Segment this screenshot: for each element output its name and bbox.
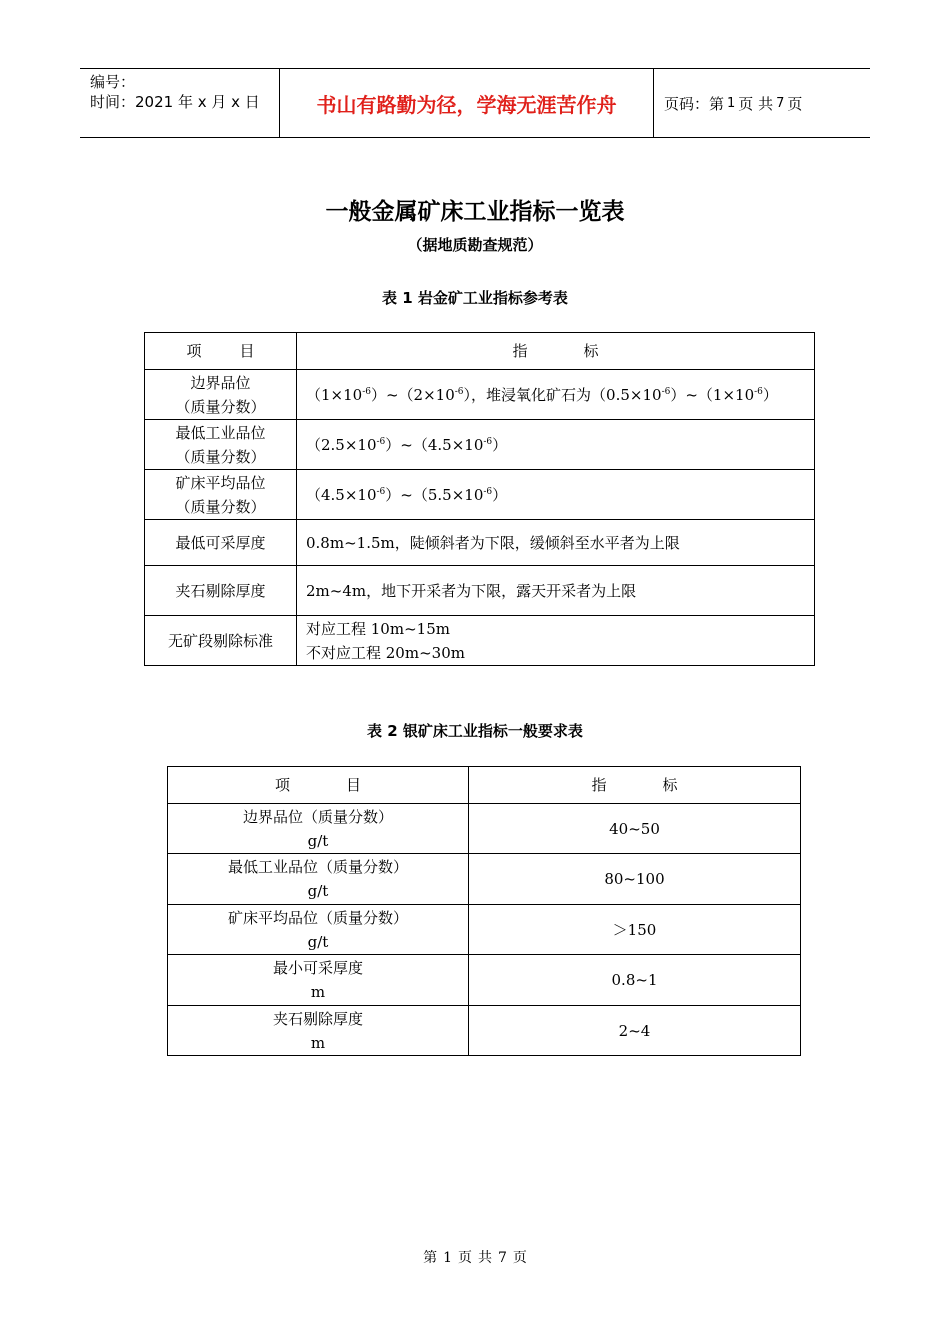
table-row	[145, 616, 815, 666]
gold-indicator-table	[144, 332, 815, 666]
row-value: 0.8~1	[469, 955, 801, 1006]
row-value: 40~50	[469, 804, 801, 854]
table-row	[145, 520, 815, 566]
row-value: 0.8m~1.5m，陡倾斜者为下限，缓倾斜至水平者为上限	[297, 520, 815, 566]
table-row	[168, 1006, 801, 1056]
row-item: 最低工业品位（质量分数） g/t	[168, 854, 469, 905]
page-header	[80, 68, 870, 138]
page-footer: 第 1 页 共 7 页	[423, 1250, 527, 1266]
row-value: $(2.5\times 10^{-6})\sim(4.5\times 10^{-6})$	[297, 420, 815, 470]
row-value: 对应工程 10m~15m 不对应工程 20m~30m	[297, 616, 815, 666]
table-row	[145, 470, 815, 520]
row-item: 边界品位（质量分数） g/t	[168, 804, 469, 854]
document-number-label: 编号：	[90, 73, 136, 91]
table-row	[168, 955, 801, 1006]
silver-indicator-table	[167, 766, 801, 1056]
row-item: 边界品位 （质量分数）	[145, 370, 297, 420]
table-row	[168, 854, 801, 905]
table-row	[145, 420, 815, 470]
header-indicator: 指 标	[469, 767, 801, 804]
row-item: 矿床平均品位 （质量分数）	[145, 470, 297, 520]
page-mid: 页 共	[738, 94, 774, 113]
header-item: 项 目	[168, 767, 469, 804]
document-date: 时间：2021 年 x 月 x 日	[90, 93, 260, 111]
row-value: ＞150	[469, 905, 801, 955]
table-header-row	[145, 333, 815, 370]
header-meta-cell	[80, 69, 280, 137]
table-row	[168, 804, 801, 854]
row-item: 夹石剔除厚度	[145, 566, 297, 616]
footer-total-pages: 7	[498, 1250, 507, 1266]
row-value: 2m~4m，地下开采者为下限，露天开采者为上限	[297, 566, 815, 616]
header-page-info	[654, 69, 870, 137]
row-item: 矿床平均品位（质量分数） g/t	[168, 905, 469, 955]
table-header-row	[168, 767, 801, 804]
row-value: 80~100	[469, 854, 801, 905]
page-current-number: 1	[727, 95, 736, 111]
row-item: 最低工业品位 （质量分数）	[145, 420, 297, 470]
page-suffix: 页	[787, 94, 803, 113]
row-item: 夹石剔除厚度 m	[168, 1006, 469, 1056]
document-title: 一般金属矿床工业指标一览表	[325, 199, 625, 225]
table-row	[145, 370, 815, 420]
row-item: 最小可采厚度 m	[168, 955, 469, 1006]
footer-current-page: 1	[443, 1250, 452, 1266]
table-row	[145, 566, 815, 616]
header-motto: 书山有路勤为径，学海无涯苦作舟	[280, 69, 654, 137]
row-item: 无矿段剔除标准	[145, 616, 297, 666]
row-value: 2~4	[469, 1006, 801, 1056]
page-prefix: 页码：第	[664, 94, 725, 113]
table-row	[168, 905, 801, 955]
row-value: $(4.5\times 10^{-6})\sim(5.5\times 10^{-6})$	[297, 470, 815, 520]
header-indicator: 指 标	[297, 333, 815, 370]
page-total-number: 7	[776, 95, 785, 111]
table2-caption: 表 2 银矿床工业指标一般要求表	[367, 722, 583, 740]
document-subtitle: （据地质勘查规范）	[407, 236, 543, 254]
table1-caption: 表 1 岩金矿工业指标参考表	[382, 289, 568, 307]
row-item: 最低可采厚度	[145, 520, 297, 566]
header-item: 项 目	[145, 333, 297, 370]
row-value: $(1\times 10^{-6})\sim(2\times 10^{-6})$，堆浸氧化矿石为$(0.5\times 10^{-6})\sim(1\times 10^{-6})$	[297, 370, 815, 420]
